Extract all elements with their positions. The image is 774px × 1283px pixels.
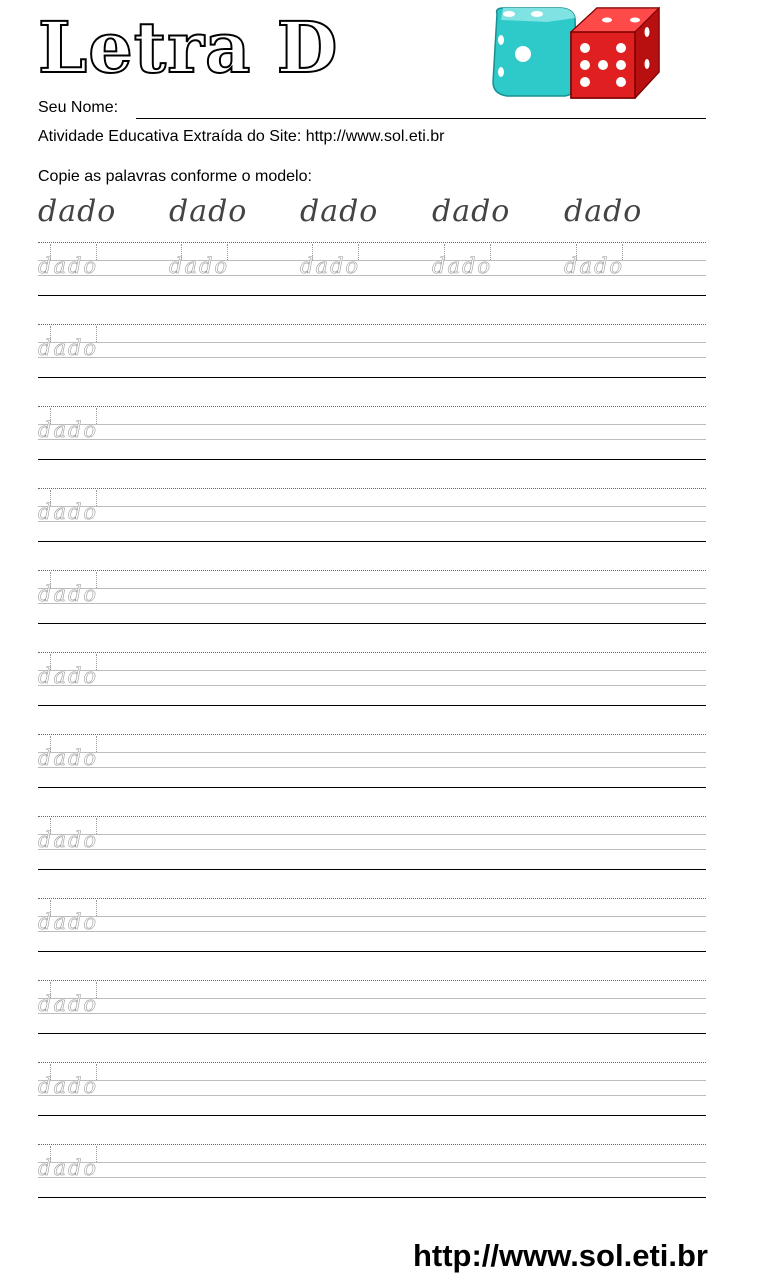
guide-line — [38, 377, 706, 378]
guide-line — [38, 931, 706, 932]
model-word: dado — [300, 194, 379, 229]
guide-line — [38, 1080, 706, 1081]
writing-row[interactable] — [38, 642, 706, 724]
name-label: Seu Nome: — [38, 99, 119, 116]
writing-row[interactable] — [38, 806, 706, 888]
guide-line — [38, 570, 706, 571]
trace-word: dado — [38, 418, 99, 442]
guide-line — [38, 295, 706, 296]
footer-url: http://www.sol.eti.br — [412, 1238, 708, 1273]
red-die-icon — [571, 8, 659, 98]
trace-word: dado — [38, 664, 99, 688]
model-word: dado — [38, 194, 117, 229]
writing-row[interactable] — [38, 1052, 706, 1134]
page-title: Letra D — [38, 6, 339, 89]
trace-word: dado — [432, 254, 493, 278]
guide-line — [38, 898, 706, 899]
guide-line — [38, 767, 706, 768]
trace-word: dado — [564, 254, 625, 278]
guide-line — [38, 849, 706, 850]
trace-word: dado — [38, 336, 99, 360]
guide-line — [38, 324, 706, 325]
guide-line — [38, 869, 706, 870]
guide-line — [38, 816, 706, 817]
name-write-line[interactable] — [136, 118, 706, 119]
guide-line — [38, 834, 706, 835]
guide-line — [38, 734, 706, 735]
guide-line — [38, 1197, 706, 1198]
guide-line — [38, 506, 706, 507]
trace-word: dado — [169, 254, 230, 278]
trace-word: dado — [38, 500, 99, 524]
guide-line — [38, 242, 706, 243]
trace-word: dado — [38, 1074, 99, 1098]
guide-line — [38, 1095, 706, 1096]
instruction-text: Copie as palavras conforme o modelo: — [38, 168, 312, 185]
guide-line — [38, 488, 706, 489]
guide-line — [38, 406, 706, 407]
guide-line — [38, 541, 706, 542]
writing-row[interactable] — [38, 560, 706, 642]
guide-line — [38, 424, 706, 425]
writing-row[interactable] — [38, 888, 706, 970]
guide-line — [38, 1062, 706, 1063]
guide-line — [38, 1162, 706, 1163]
trace-word: dado — [38, 910, 99, 934]
writing-row[interactable] — [38, 478, 706, 560]
guide-line — [38, 603, 706, 604]
guide-line — [38, 670, 706, 671]
model-word: dado — [169, 194, 248, 229]
model-word: dado — [564, 194, 643, 229]
guide-line — [38, 1177, 706, 1178]
writing-row[interactable] — [38, 396, 706, 478]
trace-word: dado — [38, 828, 99, 852]
writing-row[interactable] — [38, 724, 706, 806]
guide-line — [38, 1115, 706, 1116]
guide-line — [38, 752, 706, 753]
model-word: dado — [432, 194, 511, 229]
guide-line — [38, 998, 706, 999]
guide-line — [38, 685, 706, 686]
guide-line — [38, 459, 706, 460]
guide-line — [38, 652, 706, 653]
dice-illustration — [487, 2, 665, 102]
guide-line — [38, 951, 706, 952]
guide-line — [38, 521, 706, 522]
trace-word: dado — [38, 254, 99, 278]
name-field-row — [38, 98, 706, 120]
guide-line — [38, 439, 706, 440]
trace-word: dado — [300, 254, 361, 278]
guide-line — [38, 787, 706, 788]
writing-row[interactable] — [38, 970, 706, 1052]
trace-word: dado — [38, 582, 99, 606]
guide-line — [38, 980, 706, 981]
guide-line — [38, 342, 706, 343]
guide-line — [38, 1033, 706, 1034]
model-words — [38, 194, 706, 236]
trace-word: dado — [38, 992, 99, 1016]
trace-word: dado — [38, 1156, 99, 1180]
writing-row[interactable] — [38, 232, 706, 314]
guide-line — [38, 588, 706, 589]
guide-line — [38, 705, 706, 706]
teal-die-icon — [493, 8, 577, 96]
guide-line — [38, 623, 706, 624]
trace-word: dado — [38, 746, 99, 770]
guide-line — [38, 1144, 706, 1145]
guide-line — [38, 916, 706, 917]
source-line: Atividade Educativa Extraída do Site: http://www.sol.eti.br — [38, 128, 445, 145]
writing-row[interactable] — [38, 314, 706, 396]
writing-row[interactable] — [38, 1134, 706, 1216]
guide-line — [38, 1013, 706, 1014]
guide-line — [38, 357, 706, 358]
